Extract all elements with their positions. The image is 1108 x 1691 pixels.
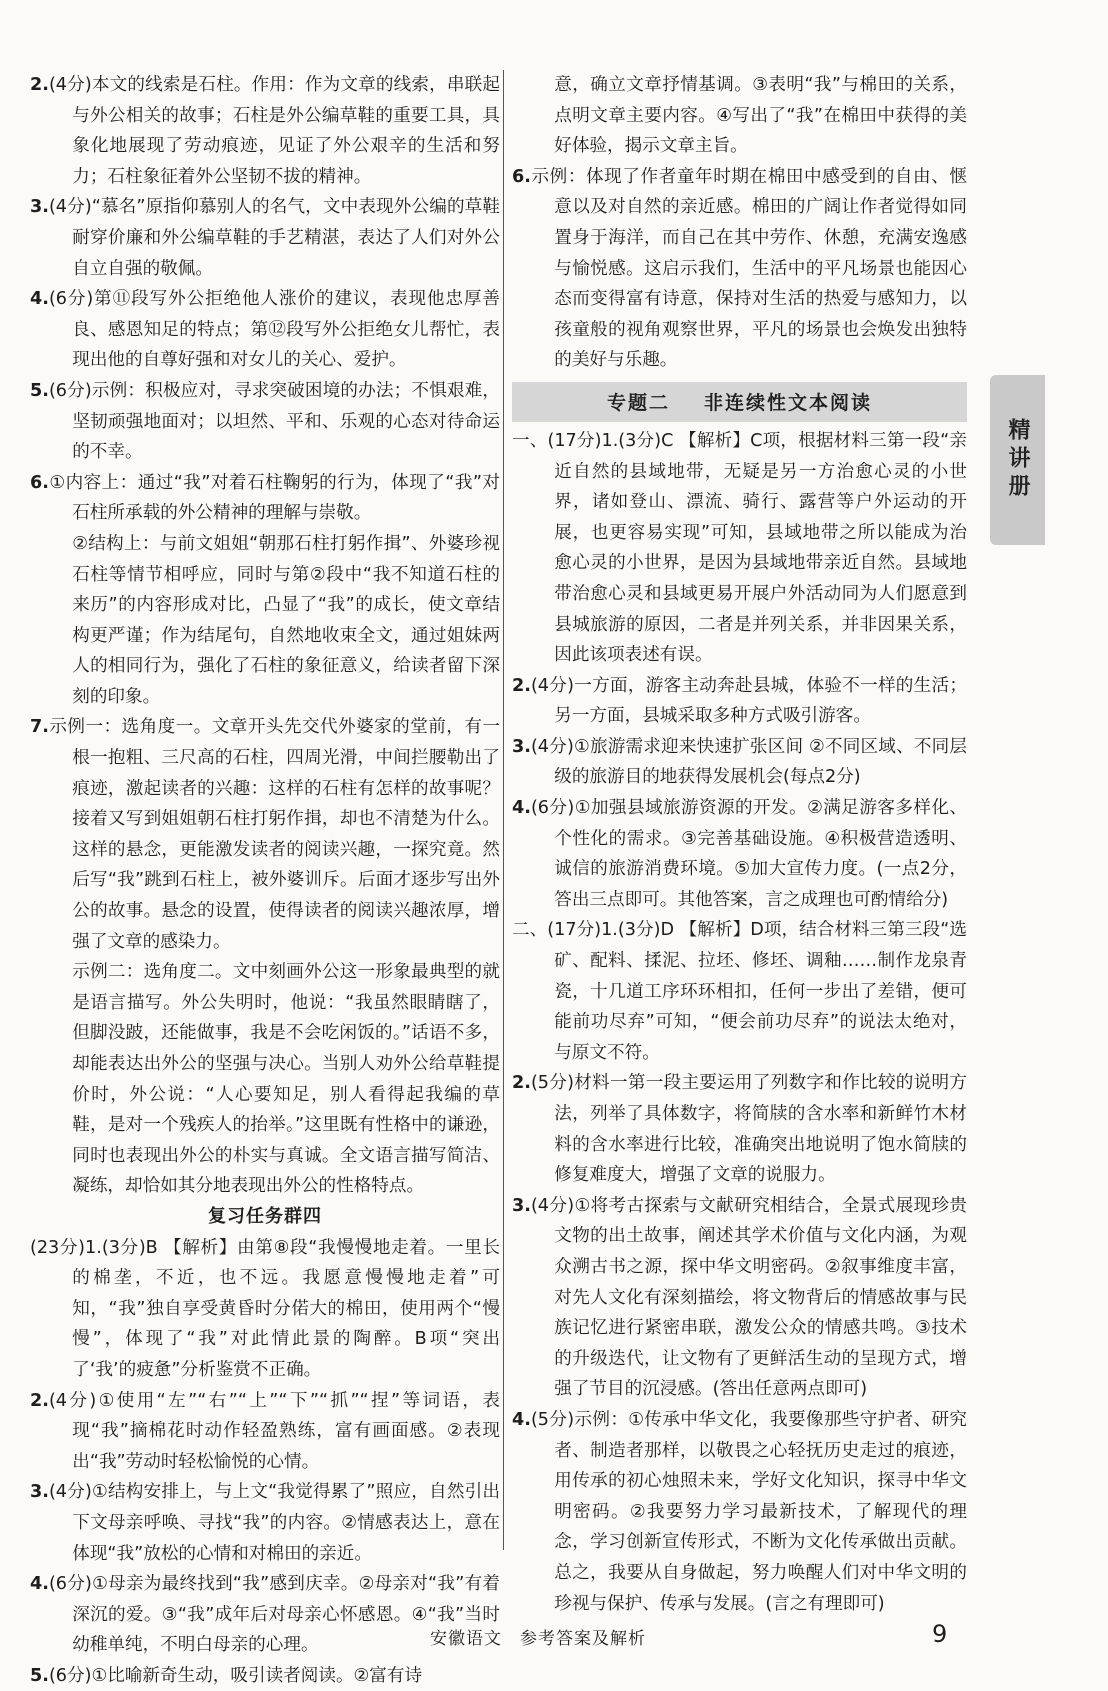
- answer-item: [30, 192, 500, 284]
- item-text: 意，确立文章抒情基调。③表明“我”与棉田的关系，点明文章主要内容。④写出了“我”在棉田中获得的美好体验，揭示文章主旨。: [554, 75, 967, 157]
- right-answers-b: [512, 426, 967, 1619]
- banner-title: 非连续性文本阅读: [704, 392, 873, 415]
- answer-item: [512, 162, 967, 376]
- item-number: 3.: [30, 1482, 49, 1503]
- item-number: 6.: [30, 472, 49, 493]
- footer-title: 安徽语文 参考答案及解析: [430, 1629, 646, 1649]
- footer: [0, 1620, 1108, 1654]
- item-text: (6分)①比喻新奇生动，吸引读者阅读。②富有诗: [48, 1665, 423, 1686]
- item-text: 二、(17分)1.(3分)D 【解析】D项，结合材料三第三段“选矿、配料、揉泥、拉坯、修坯、调釉……制作龙泉青瓷，十几道工序环环相扣，任何一步出了差错，便可能前功尽弃”可知，“便会前功尽弃”的说法太绝对，与原文不符。: [512, 920, 967, 1063]
- item-text: (4分)一方面，游客主动奔赴县城，体验不一样的生活；另一方面，县城采取多种方式吸引游客。: [530, 675, 967, 727]
- answer-item: [30, 1661, 500, 1691]
- item-text: (4分)①使用“左”“右”“上”“下”“抓”“捏”等词语，表现“我”摘棉花时动作轻盈熟练，富有画面感。②表现出“我”劳动时轻松愉悦的心情。: [48, 1390, 500, 1472]
- item-text: 示例：体现了作者童年时期在棉田中感受到的自由、惬意以及对自然的亲近感。棉田的广阔让作者觉得如同置身于海洋，而自己在其中劳作、休憩，充满安逸感与愉悦感。这启示我们，生活中的平凡场景也能因心态而变得富有诗意，保持对生活的热爱与感知力，以孩童般的视角观察世界，平凡的场景也会焕发出独特的美好与乐趣。: [530, 166, 967, 371]
- item-number: 2.: [512, 675, 531, 696]
- answer-item: [30, 712, 500, 957]
- item-text: (4分)①结构安排上，与上文“我觉得累了”照应，自然引出下文母亲呼唤、寻找“我”的内容。②情感表达上，意在体现“我”放松的心情和对棉田的亲近。: [48, 1482, 500, 1564]
- item-text: (4分)①将考古探索与文献研究相结合，全景式展现珍贵文物的出土故事，阐述其学术价值与文化内涵，为观众溯古书之源，探中华文明密码。②叙事维度丰富，对先人文化有深刻描绘，将文物背后的情感故事与民族记忆进行紧密串联，激发公众的情感共鸣。③技术的升级迭代，让文物有了更鲜活生动的呈现方式，增强了节目的沉浸感。(答出任意两点即可): [530, 1195, 967, 1400]
- answer-item: [30, 1233, 500, 1386]
- answer-item: [30, 1386, 500, 1478]
- item-text: (6分)①加强县域旅游资源的开发。②满足游客多样化、个性化的需求。③完善基础设施。④积极营造透明、诚信的旅游消费环境。⑤加大宣传力度。(一点2分，答出三点即可。其他答案，言之成理也可酌情给分): [530, 798, 967, 910]
- section-heading: 复习任务群四: [208, 1205, 322, 1227]
- item-number: 2.: [30, 1390, 49, 1411]
- left-answers-b: [30, 1233, 500, 1691]
- answer-item: [512, 732, 967, 793]
- side-tab-label: 精讲册: [1005, 418, 1030, 502]
- item-number: 2.: [512, 1073, 531, 1094]
- item-text: (4分)“慕名”原指仰慕别人的名气，文中表现外公编的草鞋耐穿价廉和外公编草鞋的手艺精湛，表达了人们对外公自立自强的敬佩。: [48, 197, 500, 279]
- answer-item: [512, 915, 967, 1068]
- answer-item: [512, 426, 967, 671]
- answer-item: [30, 529, 500, 713]
- item-text: 示例一：选角度一。文章开头先交代外婆家的堂前，有一根一抱粗、三尺高的石柱，四周光滑，中间拦腰勒出了痕迹，激起读者的兴趣：这样的石柱有怎样的故事呢？接着又写到姐姐朝石柱打躬作揖，却也不清楚为什么。这样的悬念，更能激发读者的阅读兴趣，一探究竟。然后写“我”跳到石柱上，被外婆训斥。后面才逐步写出外公的故事。悬念的设置，使得读者的阅读兴趣浓厚，增强了文章的感染力。: [48, 717, 500, 952]
- right-column: [512, 70, 967, 1619]
- answer-item: [512, 1405, 967, 1619]
- answer-item: [30, 376, 500, 468]
- answer-item: [512, 1068, 967, 1190]
- item-text: ②结构上：与前文姐姐“朝那石柱打躬作揖”、外婆珍视石柱等情节相呼应，同时与第②段中“我不知道石柱的来历”的内容形成对比，凸显了“我”的成长，使文章结构更严谨；作为结尾句，自然地收束全文，通过姐妹两人的相同行为，强化了石柱的象征意义，给读者留下深刻的印象。: [72, 533, 500, 707]
- side-tab: [990, 375, 1045, 545]
- right-answers-a: [512, 70, 967, 376]
- topic-banner: [512, 382, 967, 422]
- column-divider: [503, 70, 504, 1550]
- item-text: (6分)第⑪段写外公拒绝他人涨价的建议，表现他忠厚善良、感恩知足的特点；第⑫段写外公拒绝女儿帮忙，表现出他的自尊好强和对女儿的关心、爱护。: [48, 289, 500, 371]
- item-text: (23分)1.(3分)B 【解析】由第⑧段“我慢慢地走着。一里长的棉垄，不近，也不远。我愿意慢慢地走着”可知，“我”独自享受黄昏时分偌大的棉田，使用两个“慢慢”，体现了“我”对此情此景的陶醉。B项“突出了‘我’的疲惫”分析鉴赏不正确。: [30, 1237, 500, 1380]
- item-number: 7.: [30, 717, 49, 738]
- answer-item: [30, 1477, 500, 1569]
- item-number: 2.: [30, 75, 49, 95]
- banner-label: 专题二: [606, 392, 670, 415]
- item-text: 示例二：选角度二。文中刻画外公这一形象最典型的就是语言描写。外公失明时，他说：“我虽然眼睛瞎了，但脚没跛，还能做事，我是不会吃闲饭的。”话语不多，却能表达出外公的坚强与决心。当别人劝外公给草鞋提价时，外公说：“人心要知足，别人看得起我编的草鞋，是对一个残疾人的抬举。”这里既有性格中的谦逊，同时也表现出外公的朴实与真诚。全文语言描写简洁、凝练，却恰如其分地表现出外公的性格特点。: [72, 962, 500, 1197]
- item-number: 4.: [30, 1574, 49, 1595]
- item-number: 4.: [30, 289, 49, 310]
- answer-item: [512, 793, 967, 915]
- item-text: 一、(17分)1.(3分)C 【解析】C项，根据材料三第一段“亲近自然的县域地带，无疑是另一方治愈心灵的小世界，诸如登山、漂流、骑行、露营等户外运动的开展，也更容易实现”可知，县域地带之所以能成为治愈心灵的小世界，是因为县域地带亲近自然。县域地带治愈心灵和县域更易开展户外活动同为人们愿意到县城旅游的原因，二者是并列关系，并非因果关系，因此该项表述有误。: [512, 430, 967, 666]
- item-text: (6分)示例：积极应对，寻求突破困境的办法；不惧艰难，坚韧顽强地面对；以坦然、平和、乐观的心态对待命运的不幸。: [48, 380, 500, 463]
- item-number: 3.: [30, 197, 49, 218]
- left-column: [30, 70, 500, 1691]
- page-number: 9: [932, 1620, 948, 1648]
- item-text: (6分)①母亲为最终找到“我”感到庆幸。②母亲对“我”有着深沉的爱。③“我”成年后对母亲心怀感恩。④“我”当时幼稚单纯，不明白母亲的心理。: [48, 1574, 500, 1656]
- item-number: 3.: [512, 1195, 531, 1216]
- answer-item: [512, 70, 967, 162]
- item-text: (4分)本文的线索是石柱。作用：作为文章的线索，串联起与外公相关的故事；石柱是外公编草鞋的重要工具，具象化地展现了劳动痕迹，见证了外公艰辛的生活和努力；石柱象征着外公坚韧不拔的精神。: [48, 75, 500, 187]
- answer-item: [30, 284, 500, 376]
- item-text: (4分)①旅游需求迎来快速扩张区间 ②不同区域、不同层级的旅游目的地获得发展机会(每点2分): [530, 736, 967, 788]
- item-text: (5分)材料一第一段主要运用了列数字和作比较的说明方法，列举了具体数字，将简牍的含水率和新鲜竹木材料的含水率进行比较，准确突出地说明了饱水简牍的修复难度大，增强了文章的说服力。: [530, 1073, 967, 1186]
- item-text: ①内容上：通过“我”对着石柱鞠躬的行为，体现了“我”对石柱所承载的外公精神的理解与崇敬。: [48, 472, 500, 524]
- item-number: 4.: [512, 798, 531, 819]
- left-answers-a: [30, 70, 500, 1202]
- item-number: 6.: [512, 166, 531, 187]
- item-number: 4.: [512, 1409, 531, 1430]
- answer-item: [512, 1191, 967, 1405]
- item-number: 5.: [30, 1665, 49, 1686]
- answer-item: [30, 468, 500, 529]
- answer-item: [512, 671, 967, 732]
- item-text: (5分)示例：①传承中华文化，我要像那些守护者、研究者、制造者那样，以敬畏之心轻抚历史走过的痕迹，用传承的初心烛照未来，学好文化知识，探寻中华文明密码。②我要努力学习最新技术，了解现代的理念，学习创新宣传形式，不断为文化传承做出贡献。总之，我要从自身做起，努力唤醒人们对中华文明的珍视与保护、传承与发展。(言之有理即可): [530, 1409, 967, 1614]
- item-number: 5.: [30, 380, 49, 401]
- answer-item: [30, 70, 500, 192]
- answer-item: [30, 957, 500, 1202]
- item-number: 3.: [512, 736, 531, 757]
